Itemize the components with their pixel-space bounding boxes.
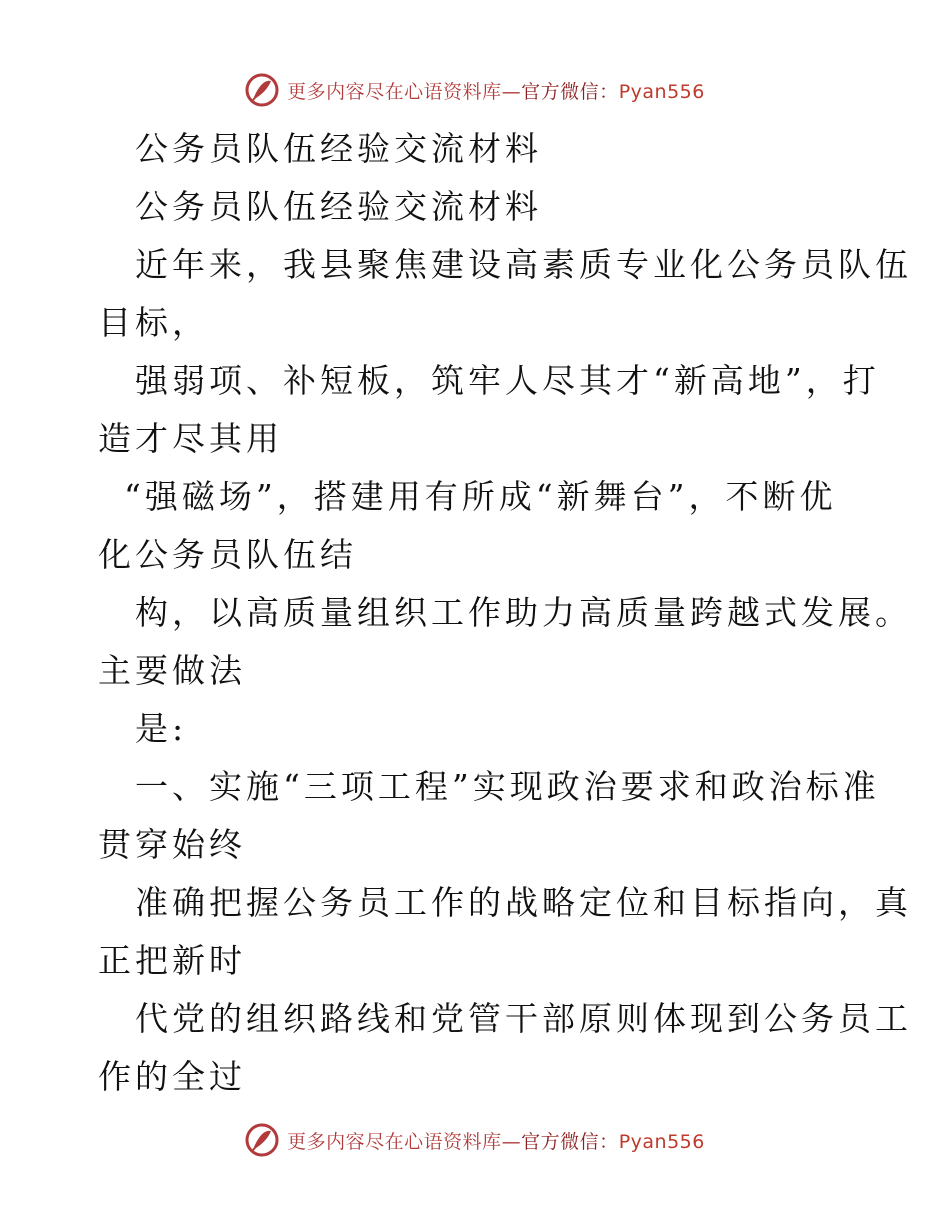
- section-heading-continued: 贯穿始终: [98, 825, 246, 864]
- header-banner: [0, 70, 950, 110]
- paragraph-line: 代党的组织路线和党管干部原则体现到公务员工: [135, 999, 912, 1038]
- paragraph-line: 构，以高质量组织工作助力高质量跨越式发展。: [135, 593, 912, 632]
- document-title: 公务员队伍经验交流材料: [135, 129, 542, 168]
- banner-account: Pyan556: [618, 80, 705, 103]
- paragraph-line: 目标，: [98, 303, 209, 342]
- paragraph-line: 主要做法: [98, 651, 246, 690]
- footer-banner: [0, 1120, 950, 1160]
- section-heading: 一、实施“三项工程”实现政治要求和政治标准: [135, 767, 880, 806]
- paragraph-line: 化公务员队伍结: [98, 535, 357, 574]
- banner-text: [287, 77, 705, 104]
- banner-brand: 更多内容尽在心语资料库: [287, 80, 502, 103]
- paragraph-line: 造才尽其用: [98, 419, 283, 458]
- document-subtitle: 公务员队伍经验交流材料: [135, 187, 542, 226]
- quill-emblem-icon: [245, 1123, 279, 1157]
- banner-account: Pyan556: [618, 1130, 705, 1153]
- document-body: [98, 120, 912, 1106]
- paragraph-line: 正把新时: [98, 941, 246, 980]
- banner-official: 官方微信：: [521, 80, 619, 103]
- paragraph-line: 是:: [135, 709, 188, 748]
- banner-separator: —: [501, 1130, 522, 1153]
- paragraph-line: 准确把握公务员工作的战略定位和目标指向，真: [135, 883, 912, 922]
- banner-official: 官方微信：: [521, 1130, 619, 1153]
- banner-separator: —: [501, 80, 522, 103]
- paragraph-line: 强弱项、补短板，筑牢人尽其才“新高地”，打: [135, 361, 880, 400]
- paragraph-line: “强磁场”，搭建用有所成“新舞台”，不断优: [124, 477, 837, 516]
- banner-brand: 更多内容尽在心语资料库: [287, 1130, 502, 1153]
- banner-text: [287, 1127, 705, 1154]
- quill-emblem-icon: [245, 73, 279, 107]
- paragraph-line: 近年来，我县聚焦建设高素质专业化公务员队伍: [135, 245, 912, 284]
- paragraph-line: 作的全过: [98, 1057, 246, 1096]
